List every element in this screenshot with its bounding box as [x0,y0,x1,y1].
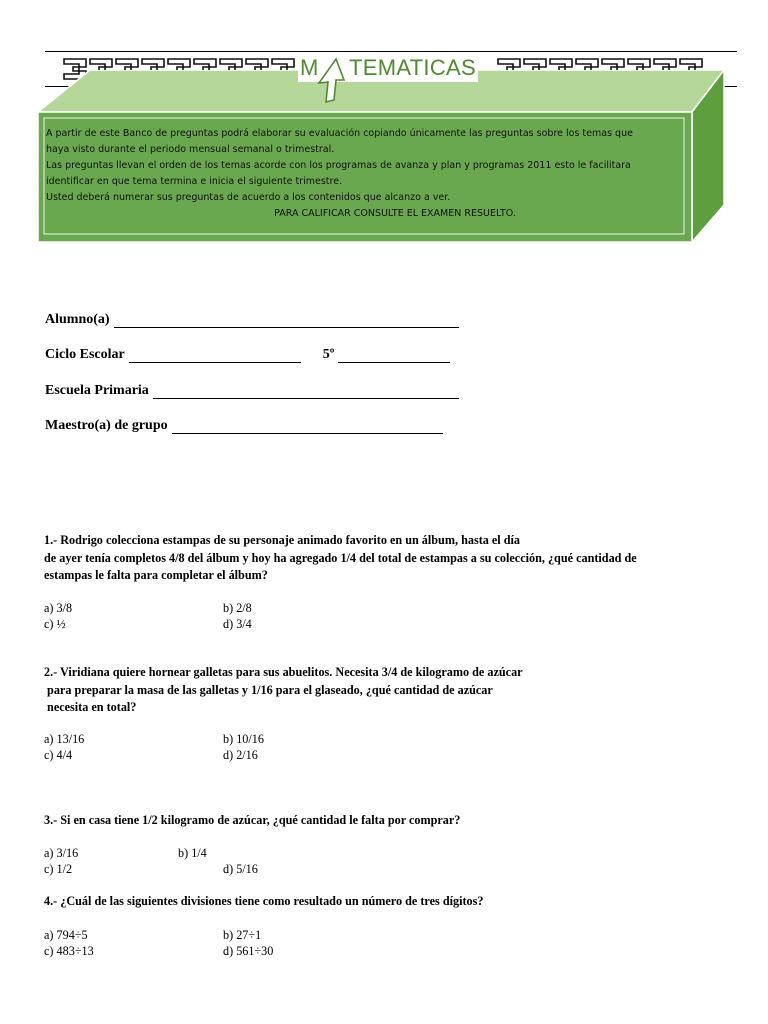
question-text: estampas le falta para completar el álbum? [44,568,268,582]
intro-line: haya visto durante el periodo mensual semanal o trimestral. [46,144,335,155]
intro-line: Usted deberá numerar sus preguntas de acuerdo a los contenidos que alcanzo a ver. [46,192,451,203]
option-b[interactable]: b) 27÷1 [223,928,262,942]
maestro-field[interactable] [45,418,443,434]
header-rule-top [45,51,737,52]
option-b[interactable]: b) 10/16 [223,732,264,746]
alumno-field[interactable] [45,312,459,328]
title-rest: TEMATICAS [349,55,476,80]
ciclo-field[interactable] [45,347,450,363]
option-c[interactable]: c) 4/4 [44,748,73,762]
option-d[interactable]: d) 5/16 [223,862,258,876]
option-b[interactable]: b) 1/4 [178,846,207,860]
alumno-label: Alumno(a) [45,312,110,327]
option-b[interactable]: b) 2/8 [223,601,252,615]
alumno-blank[interactable] [114,313,459,328]
question-text: 1.- Rodrigo colecciona estampas de su personaje animado favorito en un álbum, hasta el día [44,533,520,547]
maestro-blank[interactable] [172,419,443,434]
option-a[interactable]: a) 794÷5 [44,928,88,942]
intro-line: identificar en que tema termina e inicia el siguiente trimestre. [46,176,343,187]
question-text: de ayer tenía completos 4/8 del álbum y hoy ha agregado 1/4 del total de estampas a su colección, ¿qué cantidad de [44,550,637,565]
title-letter-m: M [300,55,319,80]
question-text: 3.- Si en casa tiene 1/2 kilogramo de azúcar, ¿qué cantidad le falta por comprar? [44,813,461,827]
option-c[interactable]: c) ½ [44,617,66,631]
option-c[interactable]: c) 483÷13 [44,944,94,958]
intro-line: Las preguntas llevan el orden de los temas acorde con los programas de avanza y plan y programas 2011 esto le facilitara [46,160,631,171]
ciclo-blank[interactable] [129,348,301,363]
escuela-label: Escuela Primaria [45,383,149,398]
question-text: necesita en total? [44,700,137,714]
option-d[interactable]: d) 2/16 [223,748,258,762]
question-text: para preparar la masa de las galletas y 1/16 para el glaseado, ¿qué cantidad de azúcar [44,682,493,697]
question-4 [44,893,483,911]
question-text: 4.- ¿Cuál de las siguientes divisiones tiene como resultado un número de tres dígitos? [44,894,484,908]
question-2 [44,664,523,717]
grado-blank[interactable] [338,348,450,363]
question-1 [44,532,637,585]
intro-text [46,126,686,222]
maestro-label: Maestro(a) de grupo [45,418,168,433]
arrow-up-icon [314,56,350,104]
option-a[interactable]: a) 3/8 [44,601,73,615]
ciclo-label: Ciclo Escolar [45,347,125,362]
escuela-field[interactable] [45,383,459,399]
option-a[interactable]: a) 13/16 [44,732,85,746]
option-a[interactable]: a) 3/16 [44,846,79,860]
question-text: 2.- Viridiana quiere hornear galletas para sus abuelitos. Necesita 3/4 de kilogramo de azúcar [44,665,523,679]
option-d[interactable]: d) 561÷30 [223,944,274,958]
header-title [298,54,478,82]
escuela-blank[interactable] [153,384,459,399]
intro-line: A partir de este Banco de preguntas podrá elaborar su evaluación copiando únicamente las preguntas sobre los temas que [46,128,633,139]
question-3 [44,812,460,830]
option-c[interactable]: c) 1/2 [44,862,73,876]
option-d[interactable]: d) 3/4 [223,617,252,631]
grado-label: 5º [322,347,335,362]
intro-note: PARA CALIFICAR CONSULTE EL EXAMEN RESUELTO. [274,208,516,219]
